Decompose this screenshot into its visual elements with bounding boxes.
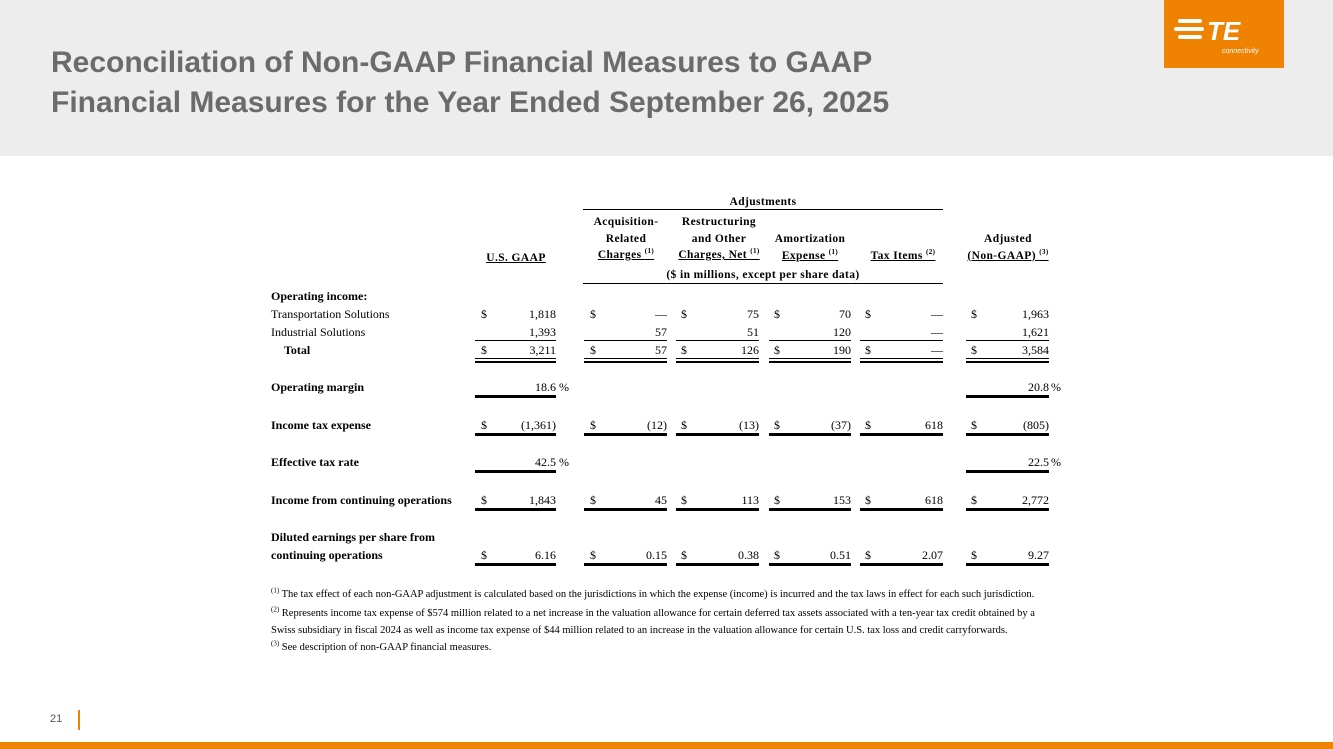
operating-margin-us-gaap-value: 18.6 (535, 380, 556, 394)
diluted-eps-restructuring-rule (676, 563, 759, 566)
transportation-adjusted-currency: $ (971, 307, 977, 321)
total-adjusted-rule-top (966, 358, 1049, 359)
diluted-eps-us-gaap-currency: $ (481, 548, 487, 562)
diluted-eps-us-gaap-rule (475, 563, 556, 566)
operating-margin-adjusted-rule (966, 395, 1049, 398)
page-number: 21 (50, 713, 63, 725)
row-label-effective-tax-rate: Effective tax rate (271, 455, 359, 469)
row-label-income-continuing: Income from continuing operations (271, 493, 452, 507)
row-label-income-tax-expense: Income tax expense (271, 418, 371, 432)
total-acquisition-value: 57 (655, 343, 667, 357)
income-tax-expense-us-gaap-rule (475, 433, 556, 436)
effective-tax-rate-adjusted-rule (966, 470, 1049, 473)
income-continuing-acquisition-currency: $ (590, 493, 596, 507)
col-header-us-gaap: U.S. GAAP (486, 252, 546, 264)
income-continuing-us-gaap-currency: $ (481, 493, 487, 507)
income-continuing-adjusted-rule (966, 508, 1049, 511)
income-tax-expense-amortization-currency: $ (774, 418, 780, 432)
total-acquisition-rule-bottom (584, 361, 667, 363)
income-continuing-restructuring-rule (676, 508, 759, 511)
total-us-gaap-rule-top (475, 358, 556, 359)
logo-subtext: connectivity (1222, 48, 1259, 55)
row-label-total: Total (284, 343, 311, 357)
income-continuing-amortization-currency: $ (774, 493, 780, 507)
col-header-acquisition: Acquisition- Related Charges $^{(1)}$ (593, 216, 659, 261)
te-logo-icon (1164, 0, 1284, 68)
adjustments-group-label: Adjustments (729, 196, 797, 208)
effective-tax-rate-adjusted-value: 22.5 (1028, 455, 1049, 469)
operating-margin-us-gaap-percent: % (559, 380, 569, 394)
income-tax-expense-tax-items-rule (860, 433, 943, 436)
transportation-amortization-value: 70 (839, 307, 851, 321)
industrial-acquisition-rule (584, 340, 667, 341)
industrial-us-gaap-value: 1,393 (529, 325, 556, 339)
total-adjusted-rule-bottom (966, 361, 1049, 363)
income-tax-expense-us-gaap-value: (1,361) (521, 418, 556, 432)
page-title-line-2: Financial Measures for the Year Ended September 26, 2025 (51, 86, 890, 119)
diluted-eps-adjusted-currency: $ (971, 548, 977, 562)
income-continuing-amortization-value: 153 (833, 493, 851, 507)
te-connectivity-logo (1164, 0, 1284, 68)
total-adjusted-value: 3,584 (1022, 343, 1049, 357)
transportation-us-gaap-currency: $ (481, 307, 487, 321)
total-restructuring-rule-bottom (676, 361, 759, 363)
income-tax-expense-adjusted-rule (966, 433, 1049, 436)
transportation-us-gaap-value: 1,818 (529, 307, 556, 321)
units-note-rule (583, 283, 943, 284)
total-tax-items-rule-top (860, 358, 943, 359)
effective-tax-rate-us-gaap-rule (475, 470, 556, 473)
income-continuing-acquisition-rule (584, 508, 667, 511)
row-label-operating-margin: Operating margin (271, 380, 364, 394)
income-tax-expense-restructuring-value: (13) (739, 418, 759, 432)
income-continuing-us-gaap-value: 1,843 (529, 493, 556, 507)
units-note: ($ in millions, except per share data) (666, 269, 860, 281)
total-amortization-currency: $ (774, 343, 780, 357)
transportation-tax-items-currency: $ (865, 307, 871, 321)
transportation-acquisition-currency: $ (590, 307, 596, 321)
income-continuing-adjusted-value: 2,772 (1022, 493, 1049, 507)
diluted-eps-restructuring-value: 0.38 (738, 548, 759, 562)
total-us-gaap-currency: $ (481, 343, 487, 357)
income-tax-expense-acquisition-value: (12) (647, 418, 667, 432)
operating-income-heading: Operating income: (271, 289, 368, 303)
footnote-2: $^{(2)}$ Represents income tax expense of $574 million related to a net increase in the valuation allowance for certain deferred tax assets associated with a ten-year tax credit obtained by a Swiss subsidiary in fiscal 2024 as well as income tax expense of $44 million related to an increase in the valuation allowance for certain U.S. tax loss and credit carryforwards. (271, 605, 1035, 636)
income-tax-expense-tax-items-currency: $ (865, 418, 871, 432)
col-header-adjusted: Adjusted (Non-GAAP) $^{(3)}$ (967, 233, 1049, 262)
footnote-3: $^{(3)}$ See description of non-GAAP financial measures. (271, 639, 492, 653)
income-tax-expense-acquisition-currency: $ (590, 418, 596, 432)
industrial-amortization-rule (769, 340, 851, 341)
income-tax-expense-adjusted-value: (805) (1023, 418, 1049, 432)
income-tax-expense-tax-items-value: 618 (925, 418, 943, 432)
row-label-diluted-eps-line2: continuing operations (271, 548, 383, 562)
diluted-eps-adjusted-value: 9.27 (1028, 548, 1049, 562)
income-continuing-us-gaap-rule (475, 508, 556, 511)
total-tax-items-value: — (931, 343, 943, 357)
income-continuing-tax-items-value: 618 (925, 493, 943, 507)
diluted-eps-amortization-value: 0.51 (830, 548, 851, 562)
industrial-adjusted-value: 1,621 (1022, 325, 1049, 339)
effective-tax-rate-us-gaap-percent: % (559, 455, 569, 469)
page-number-divider (78, 710, 80, 730)
total-adjusted-currency: $ (971, 343, 977, 357)
income-tax-expense-amortization-rule (769, 433, 851, 436)
transportation-restructuring-value: 75 (747, 307, 759, 321)
income-continuing-acquisition-value: 45 (655, 493, 667, 507)
income-continuing-restructuring-value: 113 (741, 493, 759, 507)
industrial-adjusted-rule (966, 340, 1049, 341)
effective-tax-rate-us-gaap-value: 42.5 (535, 455, 556, 469)
row-label-industrial: Industrial Solutions (271, 325, 366, 339)
diluted-eps-amortization-rule (769, 563, 851, 566)
diluted-eps-adjusted-rule (966, 563, 1049, 566)
diluted-eps-tax-items-currency: $ (865, 548, 871, 562)
total-tax-items-rule-bottom (860, 361, 943, 363)
operating-margin-adjusted-value: 20.8 (1028, 380, 1049, 394)
total-restructuring-rule-top (676, 358, 759, 359)
transportation-acquisition-value: — (655, 307, 667, 321)
income-continuing-tax-items-currency: $ (865, 493, 871, 507)
income-continuing-amortization-rule (769, 508, 851, 511)
industrial-tax-items-value: — (931, 325, 943, 339)
diluted-eps-us-gaap-value: 6.16 (535, 548, 556, 562)
industrial-tax-items-rule (860, 340, 943, 341)
income-continuing-restructuring-currency: $ (681, 493, 687, 507)
operating-margin-us-gaap-rule (475, 395, 556, 398)
income-tax-expense-adjusted-currency: $ (971, 418, 977, 432)
diluted-eps-tax-items-value: 2.07 (922, 548, 943, 562)
diluted-eps-acquisition-rule (584, 563, 667, 566)
total-amortization-rule-top (769, 358, 851, 359)
page-title (51, 43, 1051, 123)
col-header-amortization: Amortization Expense $^{(1)}$ (774, 233, 846, 262)
transportation-restructuring-currency: $ (681, 307, 687, 321)
total-restructuring-currency: $ (681, 343, 687, 357)
footnotes (271, 586, 1046, 656)
col-header-tax-items: Tax Items $^{(2)}$ (870, 248, 936, 262)
industrial-acquisition-value: 57 (655, 325, 667, 339)
row-label-diluted-eps-line1: Diluted earnings per share from (271, 530, 435, 544)
diluted-eps-amortization-currency: $ (774, 548, 780, 562)
income-tax-expense-restructuring-rule (676, 433, 759, 436)
effective-tax-rate-adjusted-percent: % (1051, 455, 1061, 469)
total-us-gaap-rule-bottom (475, 361, 556, 363)
total-acquisition-rule-top (584, 358, 667, 359)
income-tax-expense-restructuring-currency: $ (681, 418, 687, 432)
page-title-line-1: Reconciliation of Non-GAAP Financial Measures to GAAP (51, 46, 873, 79)
total-acquisition-currency: $ (590, 343, 596, 357)
income-tax-expense-us-gaap-currency: $ (481, 418, 487, 432)
total-amortization-value: 190 (833, 343, 851, 357)
total-us-gaap-value: 3,211 (529, 343, 556, 357)
footnote-1: $^{(1)}$ The tax effect of each non-GAAP adjustment is calculated based on the jurisdictions in which the expense (income) is incurred and the tax laws in effect for each such jurisdiction. (271, 586, 1035, 600)
diluted-eps-restructuring-currency: $ (681, 548, 687, 562)
operating-margin-adjusted-percent: % (1051, 380, 1061, 394)
industrial-amortization-value: 120 (833, 325, 851, 339)
income-continuing-tax-items-rule (860, 508, 943, 511)
income-tax-expense-acquisition-rule (584, 433, 667, 436)
diluted-eps-acquisition-value: 0.15 (646, 548, 667, 562)
diluted-eps-acquisition-currency: $ (590, 548, 596, 562)
total-tax-items-currency: $ (865, 343, 871, 357)
industrial-us-gaap-rule (475, 340, 556, 341)
footer-accent-bar (0, 742, 1333, 749)
transportation-adjusted-value: 1,963 (1022, 307, 1049, 321)
adjustments-rule (583, 209, 943, 210)
transportation-tax-items-value: — (931, 307, 943, 321)
industrial-restructuring-rule (676, 340, 759, 341)
total-amortization-rule-bottom (769, 361, 851, 363)
logo-wordmark: TE (1207, 16, 1241, 46)
col-header-restructuring: Restructuring and Other Charges, Net $^{(1)}$ (678, 216, 760, 261)
industrial-restructuring-value: 51 (747, 325, 759, 339)
transportation-amortization-currency: $ (774, 307, 780, 321)
income-continuing-adjusted-currency: $ (971, 493, 977, 507)
income-tax-expense-amortization-value: (37) (831, 418, 851, 432)
row-label-transportation: Transportation Solutions (271, 307, 390, 321)
diluted-eps-tax-items-rule (860, 563, 943, 566)
total-restructuring-value: 126 (741, 343, 759, 357)
